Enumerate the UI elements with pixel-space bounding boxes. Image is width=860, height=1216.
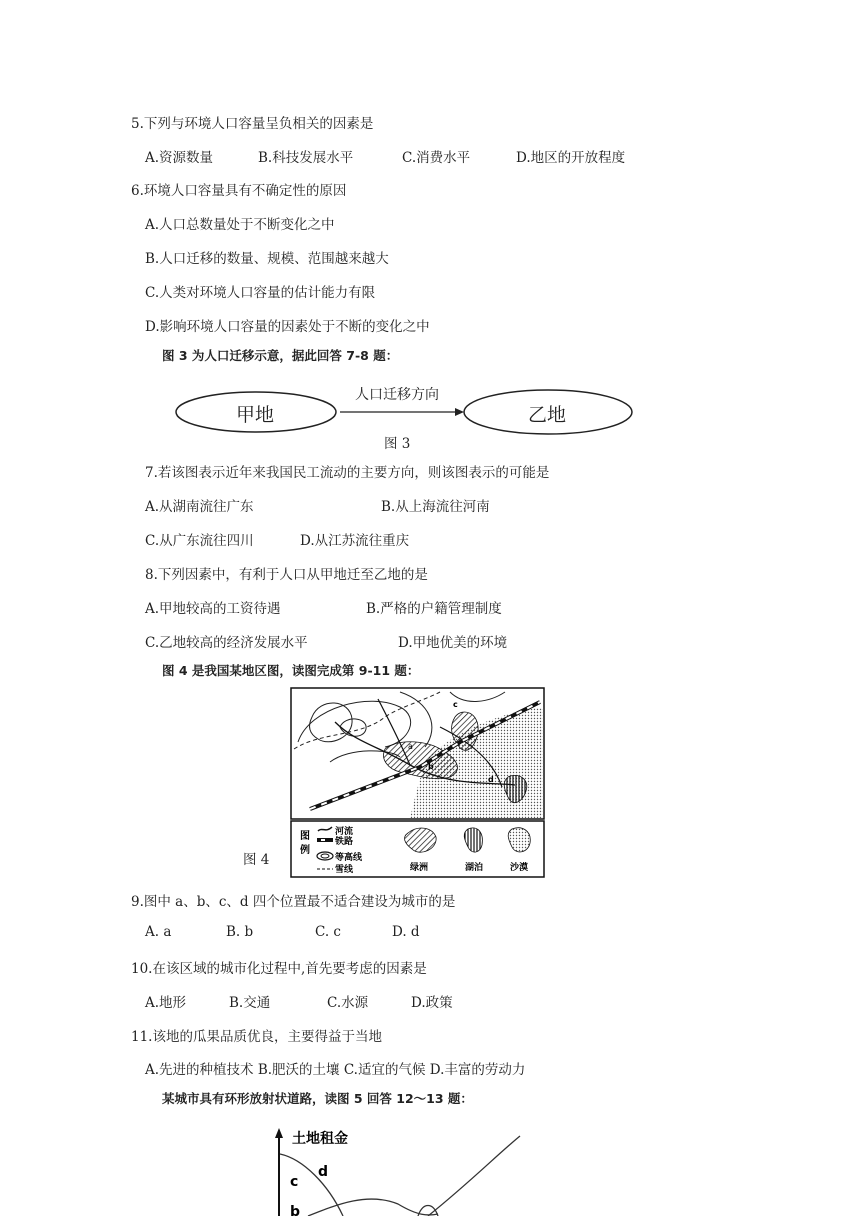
fig3-intro: 图 3 为人口迁移示意，据此回答 7-8 题： — [162, 348, 399, 363]
q9-option-b: B. b — [226, 924, 254, 940]
legend-title-1: 图 — [300, 831, 310, 842]
y-axis-label: 土地租金 — [292, 1131, 348, 1147]
q5-option-a: A.资源数量 — [145, 150, 214, 166]
fig3-right-label: 乙地 — [528, 404, 567, 426]
q6-option-a: A.人口总数量处于不断变化之中 — [145, 217, 335, 233]
q7-option-c: C.从广东流往四川 — [145, 533, 254, 549]
q10-option-b: B.交通 — [229, 995, 271, 1011]
q7-stem: 7.若该图表示近年来我国民工流动的主要方向，则该图表示的可能是 — [145, 465, 550, 481]
q11-options: A.先进的种植技术 B.肥沃的土壤 C.适宜的气候 D.丰富的劳动力 — [145, 1062, 526, 1078]
q5-option-c: C.消费水平 — [402, 150, 471, 166]
fig4-caption: 图 4 — [243, 852, 270, 868]
legend-lake: 湖泊 — [465, 863, 484, 873]
curve-label-d: d — [318, 1164, 329, 1180]
q5-option-d: D.地区的开放程度 — [516, 150, 626, 166]
legend-contour: 等高线 — [335, 853, 363, 863]
q6-option-b: B.人口迁移的数量、规模、范围越来越大 — [145, 251, 389, 267]
fig5-intro: 某城市具有环形放射状道路，读图 5 回答 12～13 题： — [162, 1091, 473, 1106]
fig3-left-label: 甲地 — [236, 404, 275, 426]
q8-option-b: B.严格的户籍管理制度 — [366, 601, 502, 617]
curve-d-right — [428, 1136, 520, 1216]
q6-option-c: C.人类对环境人口容量的估计能力有限 — [145, 285, 376, 301]
curve-label-c: c — [290, 1174, 299, 1190]
point-d: d — [488, 775, 494, 784]
point-a: a — [408, 742, 413, 751]
fig3-caption: 图 3 — [384, 436, 411, 452]
q8-option-d: D.甲地优美的环境 — [398, 635, 508, 651]
legend-desert: 沙漠 — [510, 863, 529, 873]
q10-option-c: C.水源 — [327, 995, 369, 1011]
q9-option-a: A. a — [145, 924, 172, 940]
q10-option-d: D.政策 — [411, 995, 453, 1011]
curve-label-b: b — [290, 1204, 301, 1216]
q9-option-d: D. d — [392, 924, 420, 940]
legend-river: 河流 — [335, 827, 354, 837]
q8-stem: 8.下列因素中，有利于人口从甲地迁至乙地的是 — [145, 567, 428, 583]
y-axis-arrow-icon — [275, 1128, 283, 1138]
fig4-map — [290, 687, 546, 879]
point-c: c — [453, 700, 458, 709]
q6-stem: 6.环境人口容量具有不确定性的原因 — [131, 183, 347, 199]
q5-stem: 5.下列与环境人口容量呈负相关的因素是 — [131, 116, 374, 132]
fig3-arrow-label: 人口迁移方向 — [355, 387, 439, 403]
q6-option-d: D.影响环境人口容量的因素处于不断的变化之中 — [145, 319, 430, 335]
legend-title-2: 例 — [300, 845, 310, 856]
q7-option-b: B.从上海流往河南 — [381, 499, 490, 515]
q9-option-c: C. c — [315, 924, 341, 940]
q8-option-a: A.甲地较高的工资待遇 — [145, 601, 281, 617]
fig4-intro: 图 4 是我国某地区图，读图完成第 9-11 题： — [162, 663, 420, 678]
q9-stem: 9.图中 a、b、c、d 四个位置最不适合建设为城市的是 — [131, 894, 456, 910]
point-b: b — [428, 762, 434, 771]
legend-railway: 铁路 — [335, 837, 354, 847]
legend-oasis: 绿洲 — [410, 863, 429, 873]
arrow-head-icon — [455, 408, 464, 416]
q8-option-c: C.乙地较高的经济发展水平 — [145, 635, 308, 651]
q7-option-a: A.从湖南流往广东 — [145, 499, 254, 515]
legend-snowline: 雪线 — [335, 865, 354, 875]
q10-stem: 10.在该区域的城市化过程中,首先要考虑的因素是 — [131, 961, 427, 977]
q10-option-a: A.地形 — [145, 995, 187, 1011]
q7-option-d: D.从江苏流往重庆 — [300, 533, 410, 549]
q11-stem: 11.该地的瓜果品质优良，主要得益于当地 — [131, 1029, 382, 1045]
q5-option-b: B.科技发展水平 — [258, 150, 354, 166]
fig5-chart — [268, 1124, 528, 1216]
